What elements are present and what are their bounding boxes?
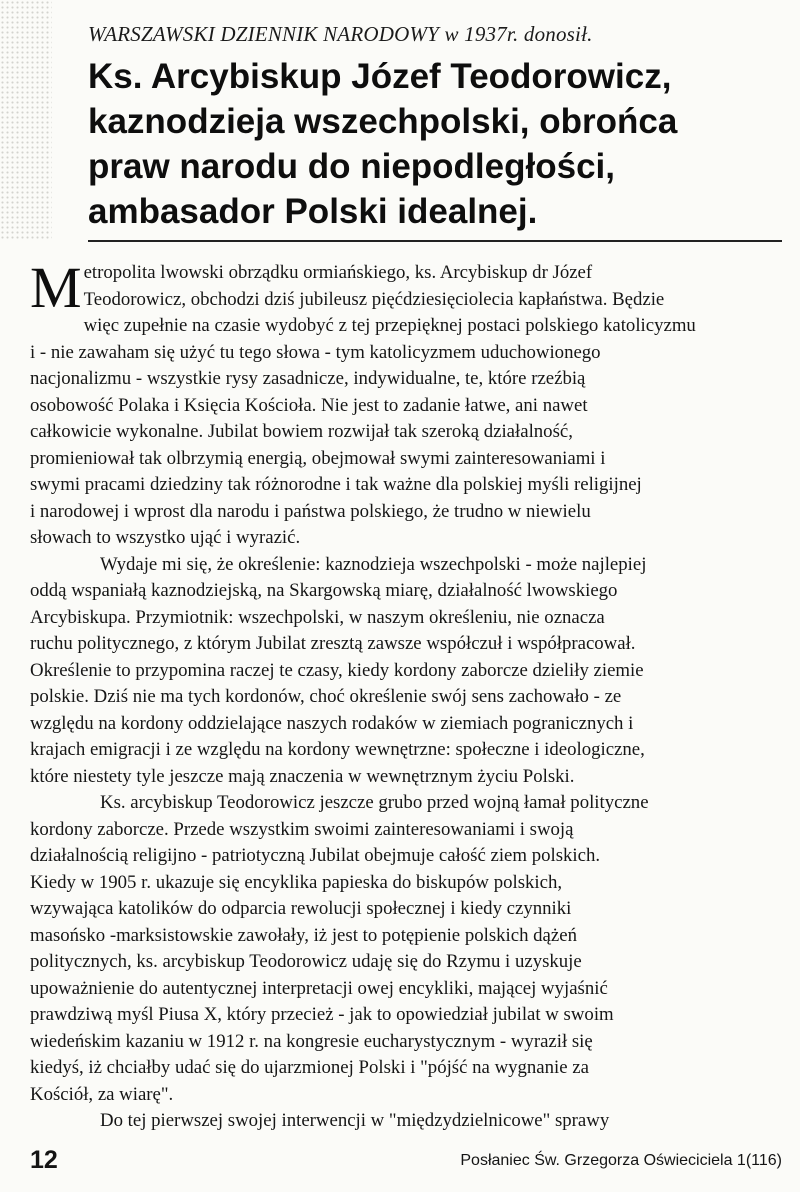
article-line: ruchu politycznego, z którym Jubilat zresztą zawsze współczuł i współpracował.	[30, 633, 636, 654]
article-line: polskie. Dziś nie ma tych kordonów, choć określenie swój sens zachowało - ze	[30, 686, 622, 707]
headline	[88, 54, 788, 234]
article-line: Arcybiskupa. Przymiotnik: wszechpolski, w naszym określeniu, nie oznacza	[30, 606, 605, 628]
article-line: etropolita lwowski obrządku ormiańskiego, ks. Arcybiskup dr Józef	[83, 262, 593, 283]
page-footer	[30, 1146, 782, 1176]
article-line: kiedyś, iż chciałby udać się do ujarzmionej Polski i "pójść na wygnanie za	[30, 1057, 589, 1078]
margin-pattern	[0, 0, 52, 240]
drop-cap: M	[30, 255, 82, 320]
article-line: Określenie to przypomina raczej te czasy, kiedy kordony zaborcze dzieliły ziemie	[30, 659, 644, 681]
article-line: które niestety tyle jeszcze mają znaczenia w wewnętrznym życiu Polski.	[30, 765, 575, 787]
article-line: wiedeńskim kazaniu w 1912 r. na kongresie eucharystycznym - wyraził się	[30, 1030, 593, 1052]
article-line: Kościół, za wiarę".	[30, 1083, 174, 1105]
article-line: słowach to wszystko ująć i wyrazić.	[30, 527, 301, 548]
article-line: działalnością religijno - patriotyczną Jubilat obejmuje całość ziem polskich.	[30, 845, 601, 866]
headline-divider	[88, 240, 782, 242]
article-line: całkowicie wykonalne. Jubilat bowiem rozwijał tak szeroką działalność,	[30, 421, 573, 442]
article-line: promieniował tak olbrzymią energią, obejmował swymi zainteresowaniami i	[30, 447, 606, 469]
page-number: 12	[30, 1146, 58, 1174]
article-line: Wydaje mi się, że określenie: kaznodzieja wszechpolski - może najlepiej	[100, 553, 647, 575]
headline-line: kaznodzieja wszechpolski, obrońca	[88, 102, 678, 141]
headline-line: ambasador Polski idealnej.	[88, 192, 538, 231]
article-line: upoważnienie do autentycznej interpretacji owej encykliki, mającej wyjaśnić	[30, 977, 608, 999]
publication-title: Posłaniec Św. Grzegorza Oświeciciela 1(116)	[460, 1152, 782, 1169]
headline-line: Ks. Arcybiskup Józef Teodorowicz,	[88, 57, 672, 96]
article-line: i - nie zawaham się użyć tu tego słowa - tym katolicyzmem uduchowionego	[30, 341, 601, 363]
article-line: prawdziwą myśl Piusa X, który przecież - jak to opowiedział jubilat w swoim	[30, 1004, 614, 1025]
article-body	[30, 255, 782, 1135]
article-line: wzywająca katolików do odparcia rewolucji społecznej i kiedy czynniki	[30, 898, 572, 919]
article-line: osobowość Polaka i Księcia Kościoła. Nie jest to zadanie łatwe, ani nawet	[30, 394, 588, 416]
headline-line: praw narodu do niepodległości,	[88, 147, 615, 186]
article-line: masońsko -marksistowskie zawołały, iż jest to potępienie polskich dążeń	[30, 924, 577, 946]
article-line: kordony zaborcze. Przede wszystkim swoimi zainteresowaniami i swoją	[30, 818, 574, 840]
article-line: Kiedy w 1905 r. ukazuje się encyklika papieska do biskupów polskich,	[30, 871, 563, 893]
article-line: swymi pracami dziedziny tak różnorodne i tak ważne dla polskiej myśli religijnej	[30, 474, 642, 495]
article-line: względu na kordony oddzielające naszych rodaków w ziemiach pogranicznych i	[30, 712, 634, 734]
article-line: oddą wspaniałą kaznodziejską, na Skargowską miarę, działalność lwowskiego	[30, 580, 618, 601]
article-line: krajach emigracji i ze względu na kordony wewnętrzne: społeczne i ideologiczne,	[30, 739, 645, 760]
article-line: nacjonalizmu - wszystkie rysy zasadnicze, indywidualne, te, które rzeźbią	[30, 368, 586, 389]
article-line: Do tej pierwszej swojej interwencji w "międzydzielnicowe" sprawy	[100, 1110, 610, 1131]
article-line: Teodorowicz, obchodzi dziś jubileusz pięćdziesięciolecia kapłaństwa. Będzie	[83, 288, 665, 310]
kicker-line: WARSZAWSKI DZIENNIK NARODOWY w 1937r. donosił.	[88, 22, 593, 46]
article-line: więc zupełnie na czasie wydobyć z tej przepięknej postaci polskiego katolicyzmu	[83, 315, 696, 336]
article-line: Ks. arcybiskup Teodorowicz jeszcze grubo przed wojną łamał polityczne	[100, 792, 649, 813]
article-line: i narodowej i wprost dla narodu i państwa polskiego, że trudno w niewielu	[30, 500, 591, 522]
article-line: politycznych, ks. arcybiskup Teodorowicz udaję się do Rzymu i uzyskuje	[30, 951, 582, 972]
